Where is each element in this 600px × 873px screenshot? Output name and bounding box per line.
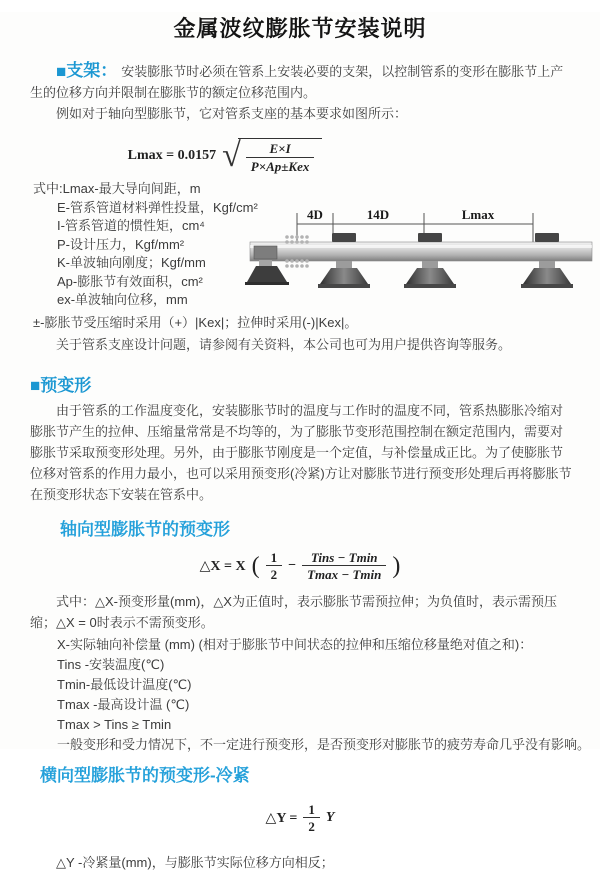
half-denominator: 2 — [266, 565, 283, 583]
lmax-fraction — [246, 141, 315, 174]
lateral-half-fraction — [303, 802, 320, 835]
lateral-subheading: 横向型膨胀节的预变形-冷紧 — [40, 765, 250, 785]
radical-sign-icon: √ — [222, 136, 241, 174]
definitions-where-line: 式中:Lmax-最大导向间距，m — [33, 181, 201, 197]
support-example-line: 例如对于轴向型膨胀节，它对管系支座的基本要求如图所示： — [56, 106, 408, 121]
predeform-section-heading — [30, 371, 600, 396]
support-closing-line: 关于管系支座设计问题，请参阅有关资料，本公司也可为用户提供咨询等服务。 — [56, 336, 512, 352]
axial-formula-lhs: △X = X — [199, 558, 246, 574]
open-paren: ( — [251, 553, 260, 580]
sqrt-radical — [222, 138, 322, 174]
support-intro-text: 安装膨胀节时必须在管系上安装必要的支架，以控制管系的变形在膨胀节上产生的位移方向并限制在膨胀节的额定位移范围内。 — [30, 64, 564, 100]
minus-sign: − — [288, 558, 297, 574]
axial-formula — [0, 550, 600, 583]
temp-fraction-numerator: Tins − Tmin — [310, 549, 378, 565]
lmax-formula — [0, 138, 450, 174]
close-paren: ) — [392, 553, 401, 580]
lmax-formula-lhs: Lmax = 0.0157 — [127, 148, 217, 164]
lateral-half-numerator: 1 — [308, 801, 315, 817]
lateral-formula — [0, 802, 600, 835]
axial-item: Tins -安装温度(℃) — [57, 656, 165, 672]
document-page — [0, 12, 600, 871]
axial-where-paragraph: 式中：△X-预变形量(mm)，△X为正值时，表示膨胀节需预拉伸；为负值时，表示需预压缩；△X = 0时表示不需预变形。 — [30, 593, 557, 630]
lateral-half-denominator: 2 — [303, 817, 320, 835]
axial-items — [57, 635, 600, 755]
pipe — [250, 242, 592, 261]
definition-item: ex-单波轴向位移，mm — [57, 292, 188, 308]
definition-item: I-管系管道的惯性矩，cm⁴ — [57, 218, 205, 234]
page-title: 金属波纹膨胀节安装说明 — [173, 16, 427, 41]
predeform-section-label: 预变形 — [40, 375, 92, 395]
lateral-formula-lhs: △Y = — [265, 810, 298, 826]
axial-item: X-实际轴向补偿量 (mm) (相对于膨胀节中间状态的拉伸和压缩位移量绝对值之和)： — [57, 636, 533, 652]
lateral-note-line: △Y -冷紧量(mm)，与膨胀节实际位移方向相反； — [56, 855, 334, 871]
dim-label-lmax: Lmax — [461, 207, 495, 222]
pipe-support-diagram — [245, 202, 597, 302]
half-numerator: 1 — [270, 549, 278, 565]
pipe-highlight — [250, 245, 592, 248]
lmax-fraction-numerator: E×I — [269, 141, 291, 156]
axial-item: Tmin-最低设计温度(℃) — [57, 676, 192, 692]
axial-item: Tmax -最高设计温 (℃) — [57, 696, 190, 712]
definition-item: P-设计压力，Kgf/mm² — [57, 236, 185, 252]
plus-minus-note: ±-膨胀节受压缩时采用（+）|Kex|；拉伸时采用(-)|Kex|。 — [33, 314, 358, 330]
support-section-marker-icon: ■ — [56, 62, 67, 81]
axial-item: 一般变形和受力情况下，不一定进行预变形，是否预变形对膨胀节的疲劳寿命几乎没有影响。 — [57, 736, 591, 752]
dim-label-14d: 14D — [366, 207, 390, 222]
half-fraction — [266, 550, 283, 583]
support-section-heading: 支架： — [66, 61, 118, 80]
axial-item: Tmax > Tins ≥ Tmin — [57, 716, 172, 732]
predeform-paragraph: 由于管系的工作温度变化，安装膨胀节时的温度与工作时的温度不同，管系热膨胀冷缩对膨胀节产生的拉伸、压缩量常常是不均等的，为了膨胀节变形范围控制在额定范围内，需要对膨胀节采取预变形处理。另外，由于膨胀节刚度是一个定值，与补偿量成正比。为了使膨胀节位移对管系的作用力最小，也可以采用预变形(冷紧)方让对膨胀节进行预变形处理后再将膨胀节在预变形状态下安装在管系中。 — [30, 402, 572, 502]
definition-item: E-管系管道材料弹性投量，Kgf/cm² — [57, 199, 258, 215]
definition-item: Ap-膨胀节有效面积，cm² — [57, 273, 203, 289]
lmax-fraction-denominator: P×Ap±Kex — [246, 157, 315, 175]
temp-fraction-denominator: Tmax − Tmin — [302, 565, 386, 583]
support-intro-paragraph — [30, 60, 574, 103]
predeform-section-marker-icon: ■ — [30, 375, 41, 395]
dim-label-4d: 4D — [307, 207, 323, 222]
lateral-formula-rhs: Y — [325, 810, 335, 826]
definition-item: K-单波轴向刚度；Kgf/mm — [57, 255, 206, 271]
temp-fraction — [302, 550, 386, 583]
axial-subheading: 轴向型膨胀节的预变形 — [60, 519, 230, 539]
